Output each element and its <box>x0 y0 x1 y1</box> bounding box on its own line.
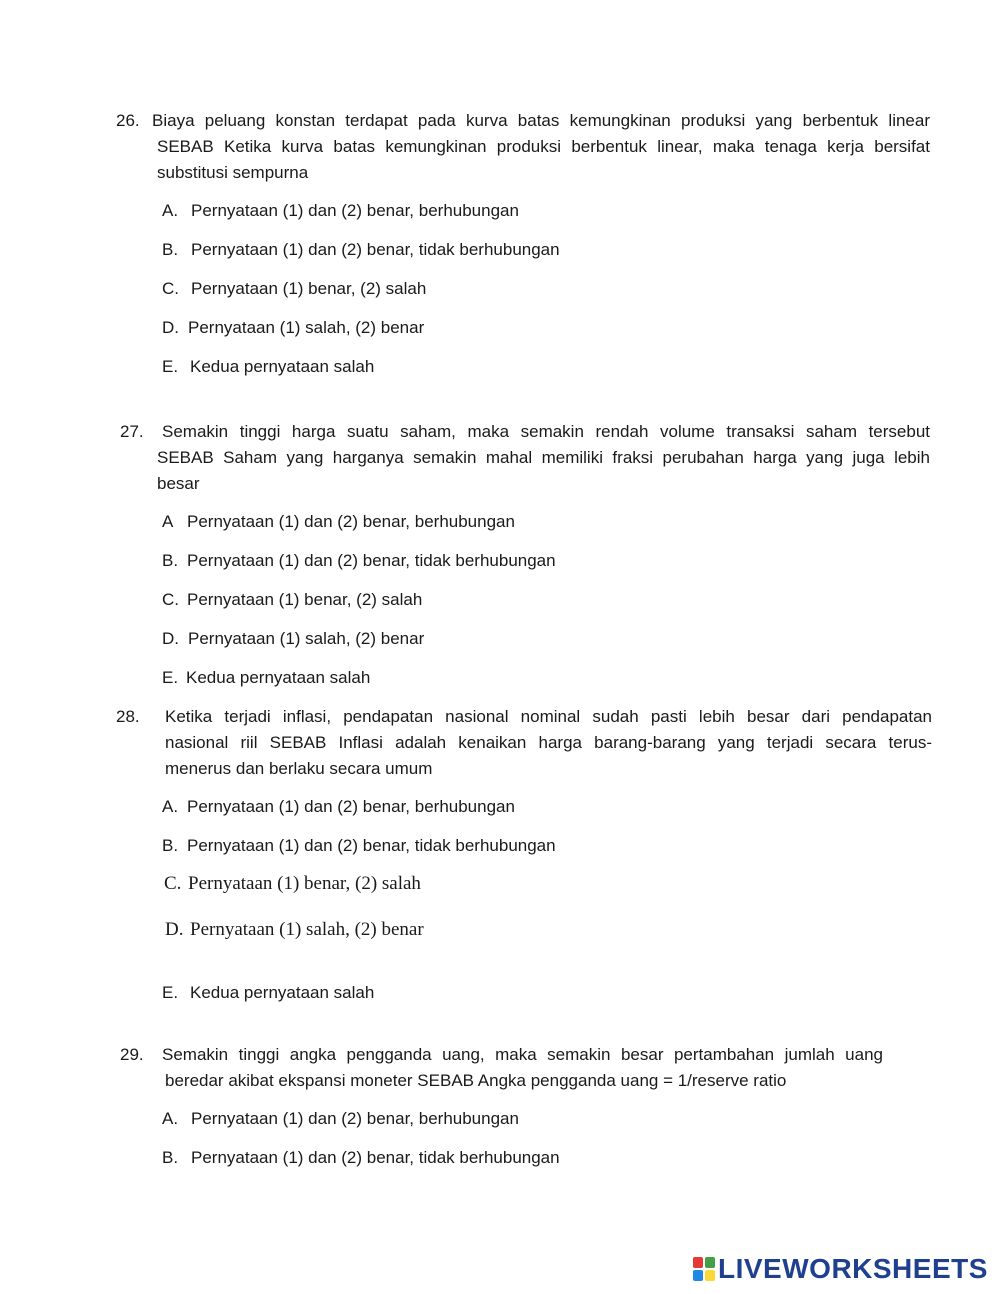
option-text: Pernyataan (1) salah, (2) benar <box>188 629 425 648</box>
option-letter: A <box>162 512 174 531</box>
question-29-option-b[interactable] <box>162 1146 560 1170</box>
question-28-text <box>165 704 932 782</box>
question-27-line-2: SEBAB Saham yang harganya semakin mahal memiliki fraksi perubahan harga yang juga lebih <box>157 448 930 467</box>
question-26-number: 26. <box>116 111 140 130</box>
question-26-line-2: SEBAB Ketika kurva batas kemungkinan produksi berbentuk linear, maka tenaga kerja bersifat <box>157 137 930 156</box>
option-text: Pernyataan (1) benar, (2) salah <box>187 590 423 609</box>
question-28-option-b[interactable] <box>162 834 556 858</box>
question-26-line-3: substitusi sempurna <box>157 163 309 182</box>
question-28-option-c[interactable] <box>164 872 421 896</box>
question-26-option-a[interactable] <box>162 199 519 223</box>
option-letter: C. <box>162 279 179 298</box>
question-27-option-a[interactable] <box>162 510 515 534</box>
question-27-option-c[interactable] <box>162 588 422 612</box>
option-letter: C. <box>162 590 179 609</box>
option-text: Pernyataan (1) dan (2) benar, berhubungan <box>187 512 515 531</box>
option-text: Pernyataan (1) salah, (2) benar <box>190 919 424 940</box>
option-text: Pernyataan (1) dan (2) benar, tidak berhubungan <box>187 836 556 855</box>
question-27-text <box>162 419 930 445</box>
question-28-option-e[interactable] <box>162 981 374 1005</box>
option-text: Pernyataan (1) dan (2) benar, berhubungan <box>187 797 515 816</box>
option-letter: E. <box>162 983 179 1002</box>
option-text: Kedua pernyataan salah <box>190 983 375 1002</box>
logo-text: LIVEWORKSHEETS <box>718 1253 988 1284</box>
question-27-option-b[interactable] <box>162 549 556 573</box>
question-29-line-1: Semakin tinggi angka pengganda uang, maka semakin besar pertambahan jumlah uang <box>162 1045 883 1064</box>
option-letter: A. <box>162 797 179 816</box>
question-27-text-cont <box>157 445 930 497</box>
option-letter: D. <box>165 919 184 940</box>
option-letter: B. <box>162 240 179 259</box>
logo-square-4 <box>705 1270 715 1281</box>
question-28-option-d[interactable] <box>165 918 424 942</box>
option-text: Pernyataan (1) dan (2) benar, berhubungan <box>191 201 519 220</box>
logo-square-2 <box>705 1257 715 1268</box>
question-26-option-c[interactable] <box>162 277 426 301</box>
option-text: Pernyataan (1) dan (2) benar, berhubungan <box>191 1109 519 1128</box>
option-letter: B. <box>162 551 179 570</box>
question-29-text-cont <box>165 1068 885 1094</box>
question-28-number: 28. <box>116 707 140 726</box>
question-28-line-2: nasional riil SEBAB Inflasi adalah kenaikan harga barang-barang yang terjadi secara terus- <box>165 733 932 752</box>
option-letter: A. <box>162 201 179 220</box>
option-letter: B. <box>162 836 179 855</box>
option-letter: E. <box>162 668 179 687</box>
question-26-text-cont <box>157 134 930 186</box>
question-29-number: 29. <box>120 1045 144 1064</box>
question-26-line-1: Biaya peluang konstan terdapat pada kurva batas kemungkinan produksi yang berbentuk linear <box>152 111 930 130</box>
option-text: Pernyataan (1) dan (2) benar, tidak berhubungan <box>187 551 556 570</box>
question-26-option-d[interactable] <box>162 316 424 340</box>
question-26-text <box>152 108 930 134</box>
liveworksheets-logo <box>693 1254 988 1284</box>
option-text: Kedua pernyataan salah <box>186 668 371 687</box>
question-28-line-1: Ketika terjadi inflasi, pendapatan nasional nominal sudah pasti lebih besar dari pendapatan <box>165 707 932 726</box>
question-29-option-a[interactable] <box>162 1107 519 1131</box>
option-letter: A. <box>162 1109 179 1128</box>
option-letter: B. <box>162 1148 179 1167</box>
question-27-number: 27. <box>120 422 144 441</box>
question-28-line-3: menerus dan berlaku secara umum <box>165 759 433 778</box>
option-letter: D. <box>162 318 179 337</box>
question-28-option-a[interactable] <box>162 795 515 819</box>
logo-mark-icon <box>693 1257 715 1281</box>
question-27-option-e[interactable] <box>162 666 370 690</box>
question-27-line-3: besar <box>157 474 200 493</box>
question-29-line-2: beredar akibat ekspansi moneter SEBAB Angka pengganda uang = 1/reserve ratio <box>165 1071 787 1090</box>
option-text: Pernyataan (1) salah, (2) benar <box>188 318 425 337</box>
question-29-text <box>162 1042 883 1068</box>
option-text: Pernyataan (1) dan (2) benar, tidak berhubungan <box>191 1148 560 1167</box>
option-letter: D. <box>162 629 179 648</box>
logo-square-1 <box>693 1257 703 1268</box>
question-26-option-b[interactable] <box>162 238 560 262</box>
option-letter: C. <box>164 873 182 894</box>
question-27-line-1: Semakin tinggi harga suatu saham, maka semakin rendah volume transaksi saham tersebut <box>162 422 930 441</box>
question-26-option-e[interactable] <box>162 355 374 379</box>
question-27-option-d[interactable] <box>162 627 424 651</box>
option-text: Kedua pernyataan salah <box>190 357 375 376</box>
option-text: Pernyataan (1) dan (2) benar, tidak berhubungan <box>191 240 560 259</box>
option-text: Pernyataan (1) benar, (2) salah <box>188 873 421 894</box>
option-letter: E. <box>162 357 179 376</box>
logo-square-3 <box>693 1270 703 1281</box>
option-text: Pernyataan (1) benar, (2) salah <box>191 279 427 298</box>
